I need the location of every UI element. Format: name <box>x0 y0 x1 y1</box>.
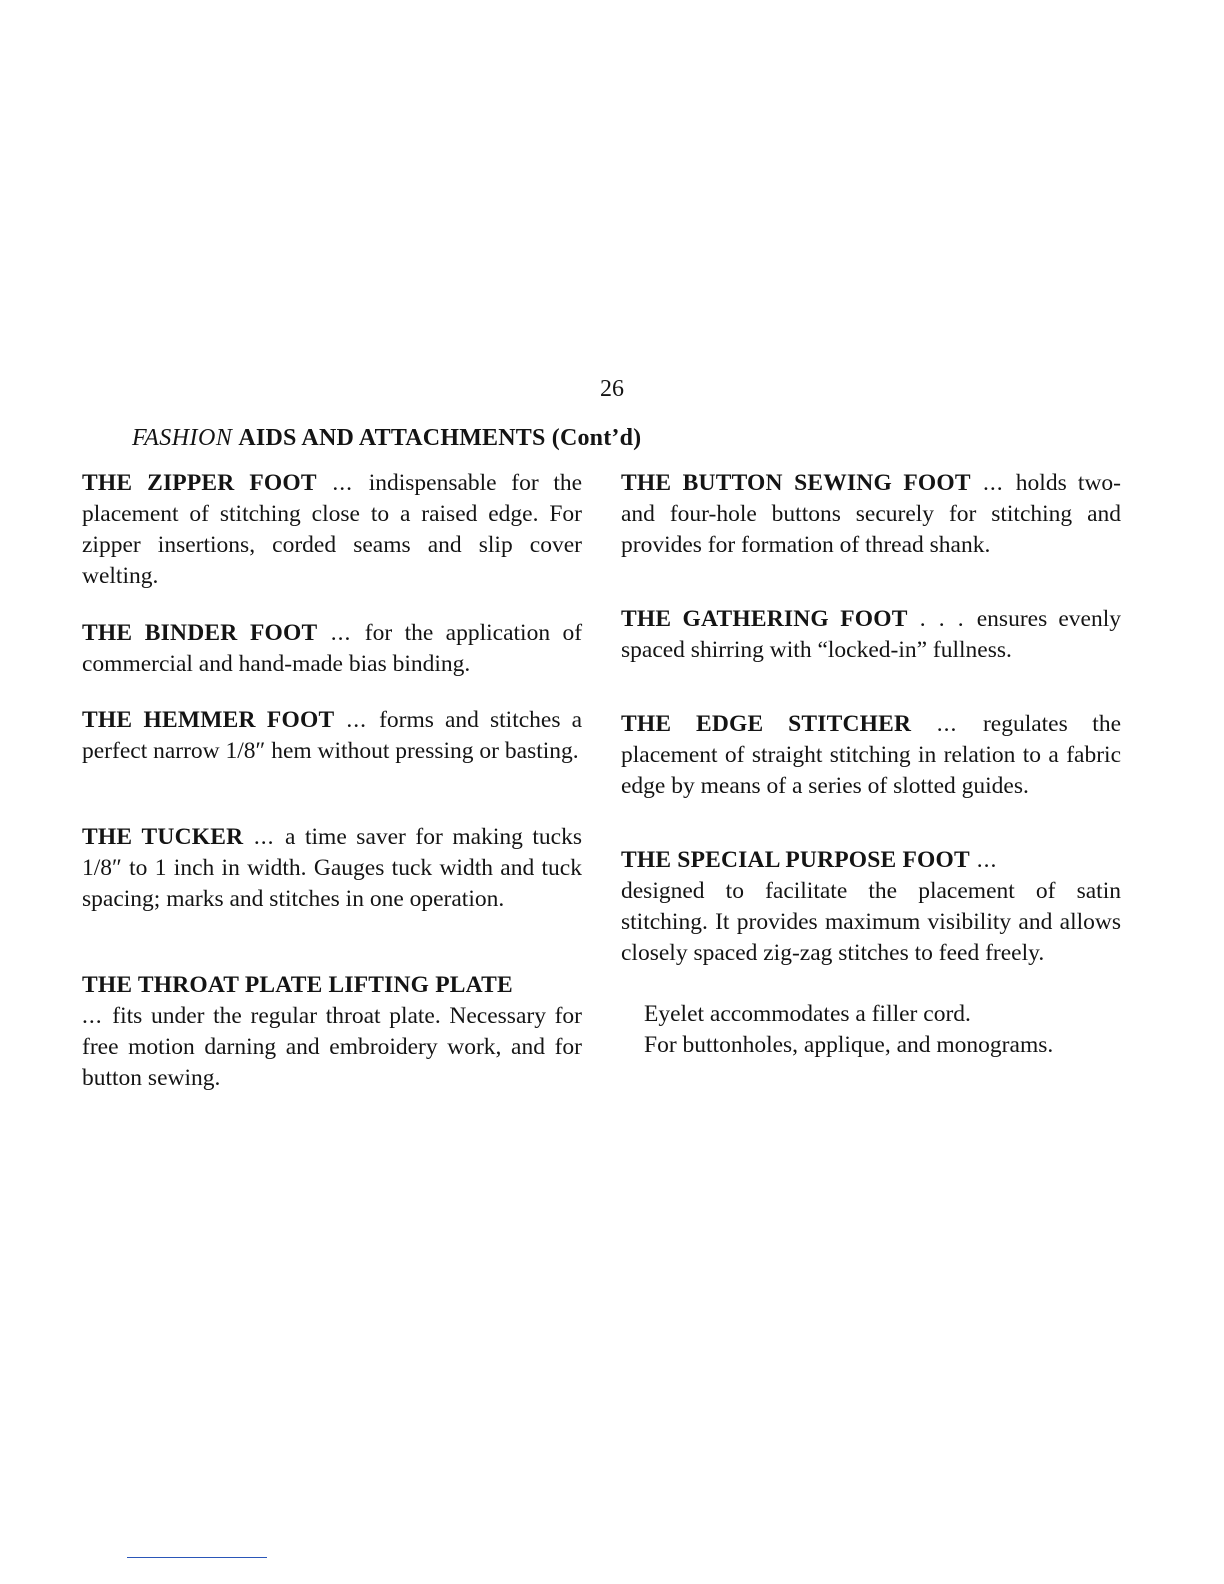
page-heading <box>132 425 641 452</box>
entry-text: indispensable for the placement of stitching close to a raised edge. For zipper insertions, corded seams and slip cover welting. <box>82 470 583 589</box>
entry-binder-foot <box>82 618 582 680</box>
entry-text: regulates the placement of straight stitching in relation to a fabric edge by means of a series of slotted guides. <box>621 711 1122 799</box>
entry-term: THE BINDER FOOT <box>82 620 318 646</box>
entry-separator: . . . <box>919 606 965 632</box>
heading-caps: AIDS AND ATTACHMENTS (Cont’d) <box>238 425 642 451</box>
entry-text: a time saver for making tucks 1/8″ to 1 inch in width. Gauges tuck width and tuck spacing; marks and stitches in one operation. <box>82 824 583 912</box>
entry-hemmer-foot <box>82 705 582 767</box>
entry-separator: ... <box>82 1003 103 1029</box>
entry-term: THE TUCKER <box>82 824 244 850</box>
entry-separator: ... <box>330 620 352 646</box>
note-eyelet: Eyelet accommodates a filler cord. <box>644 1001 971 1027</box>
entry-separator: ... <box>936 711 958 737</box>
entry-term: THE HEMMER FOOT <box>82 707 335 733</box>
entry-separator: ... <box>332 470 354 496</box>
entry-text: designed to facilitate the placement of satin stitching. It provides maximum visibility and allows closely spaced zig-zag stitches to feed freely. <box>621 878 1121 966</box>
entry-button-sewing-foot <box>621 468 1121 561</box>
entry-text: for the application of commercial and hand-made bias binding. <box>82 620 583 677</box>
note-buttonholes: For buttonholes, applique, and monograms. <box>644 1032 1054 1058</box>
entry-term: THE ZIPPER FOOT <box>82 470 317 496</box>
entry-term: THE EDGE STITCHER <box>621 711 912 737</box>
entry-edge-stitcher <box>621 709 1121 802</box>
entry-special-purpose-foot <box>621 845 1121 969</box>
entry-zipper-foot <box>82 468 582 592</box>
entry-gathering-foot <box>621 604 1121 666</box>
footer-rule <box>127 1557 267 1558</box>
entry-separator: ... <box>982 470 1004 496</box>
entry-throat-plate-lifting-plate <box>82 970 582 1094</box>
heading-italic: FASHION <box>132 425 233 451</box>
page-number: 26 <box>600 376 624 402</box>
entry-separator: ... <box>253 824 275 850</box>
entry-separator: ... <box>346 707 368 733</box>
entry-term: THE SPECIAL PURPOSE FOOT <box>621 847 970 873</box>
entry-text: holds two- and four-hole buttons securely for stitching and provides for formation of thread shank. <box>621 470 1122 558</box>
entry-text: ensures evenly spaced shirring with “locked-in” fullness. <box>621 606 1121 663</box>
entry-text: fits under the regular throat plate. Necessary for free motion darning and embroidery work, and for button sewing. <box>82 1003 583 1091</box>
entry-text: forms and stitches a perfect narrow 1/8″ hem without pressing or basting. <box>82 707 582 764</box>
entry-tucker <box>82 822 582 915</box>
entry-term: THE THROAT PLATE LIFTING PLATE <box>82 972 513 998</box>
entry-term: THE BUTTON SEWING FOOT <box>621 470 971 496</box>
entry-term: THE GATHERING FOOT <box>621 606 908 632</box>
entry-separator: ... <box>976 847 998 873</box>
